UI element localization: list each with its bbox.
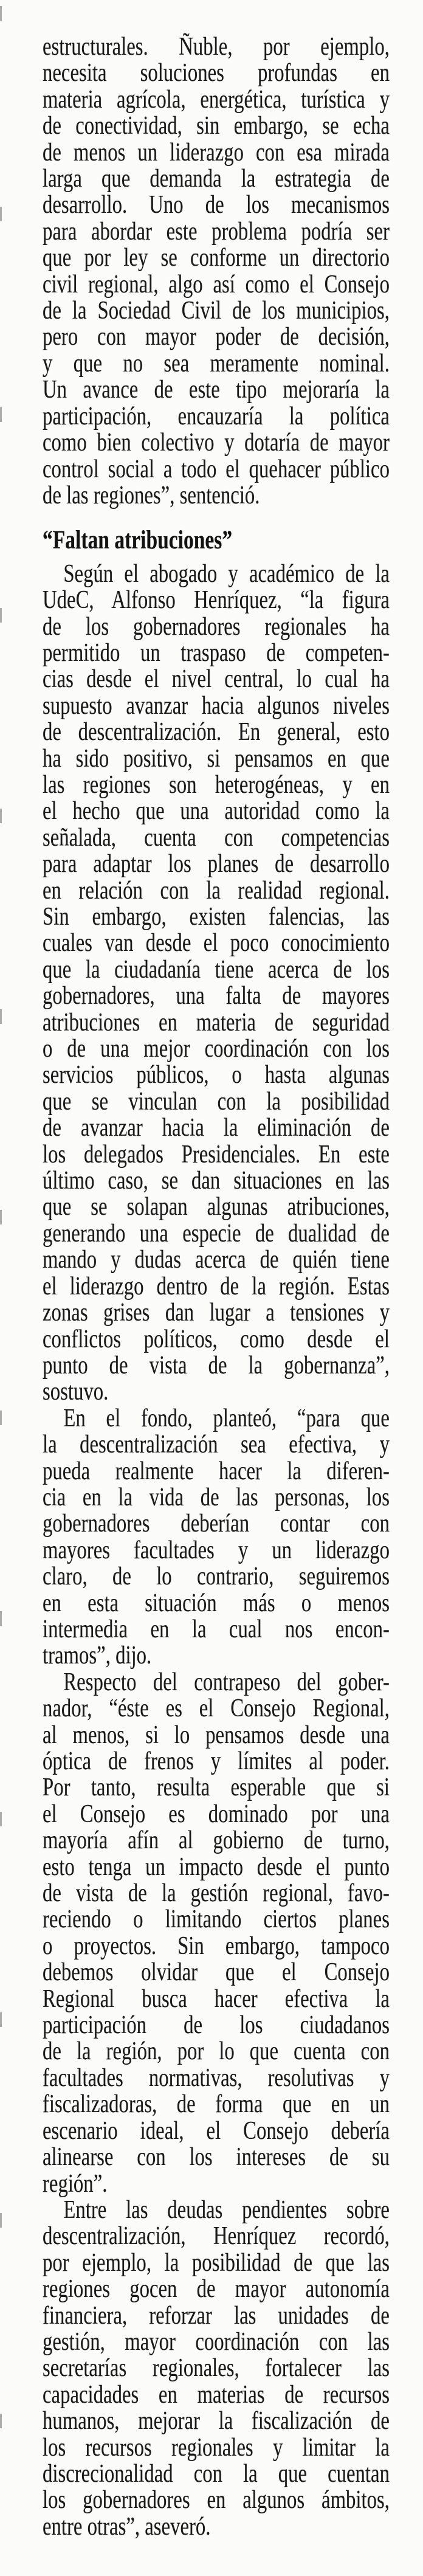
text-line: como bien colectivo y dotaría de mayor [43, 429, 390, 457]
text-line: o proyectos. Sin embargo, tampoco [43, 1932, 390, 1960]
article-column [43, 34, 390, 2540]
text-line: de avanzar hacia la eliminación de [43, 1114, 390, 1142]
text-line: atribuciones en materia de seguridad [43, 1008, 390, 1037]
text-line: Entre las deudas pendientes sobre [63, 2195, 390, 2224]
text-line: de menos un liderazgo con esa mirada [43, 138, 390, 167]
text-line: los gobernadores en algunos ámbitos, [43, 2486, 390, 2515]
text-line: gestión, mayor coordinación con las [43, 2327, 390, 2356]
text-line: Por tanto, resulta esperable que si [43, 1773, 390, 1802]
text-line: cia en la vida de las personas, los [43, 1483, 390, 1511]
text-line: desarrollo. Uno de los mecanismos [43, 191, 390, 219]
text-line: control social a todo el quehacer público [43, 455, 390, 483]
text-line: el Consejo es dominado por una [43, 1800, 390, 1828]
text-line: materia agrícola, energética, turística y [43, 85, 390, 114]
text-line: óptica de frenos y límites al poder. [43, 1747, 390, 1775]
text-line: alinearse con los intereses de su [43, 2143, 390, 2172]
text-line: al menos, si lo pensamos desde una [43, 1721, 390, 1749]
text-line: intermedia en la cual nos encon- [43, 1615, 390, 1643]
text-line: región”. [43, 2169, 108, 2198]
text-line: de la Sociedad Civil de los municipios, [43, 297, 390, 325]
text-line: de vista de la gestión regional, favo- [43, 1879, 390, 1908]
text-line: cuales van desde el poco conocimiento [43, 929, 390, 958]
text-line: señalada, cuenta con competencias [43, 823, 390, 852]
text-line: de conectividad, sin embargo, se echa [43, 112, 390, 140]
text-line: Sin embargo, existen falencias, las [43, 903, 390, 931]
text-line: el hecho que una autoridad como la [43, 797, 390, 826]
text-line: capacidades en materias de recursos [43, 2380, 390, 2409]
text-line: Regional busca hacer efectiva la [43, 1984, 390, 2013]
text-line: que se solapan algunas atribuciones, [43, 1193, 390, 1221]
text-line: Respecto del contrapeso del gober- [63, 1668, 390, 1696]
paragraph [43, 2197, 390, 2540]
text-line: las regiones son heterogéneas, y en [43, 770, 390, 799]
text-line: mando y dudas acerca de quién tiene [43, 1246, 390, 1274]
text-line: zonas grises dan lugar a tensiones y [43, 1299, 390, 1327]
text-line: de los gobernadores regionales ha [43, 612, 390, 641]
text-line: los recursos regionales y limitar la [43, 2433, 390, 2462]
text-line: que por ley se conforme un directorio [43, 244, 390, 272]
text-line: larga que demanda la estrategia de [43, 165, 390, 193]
text-line: de la región, por lo que cuenta con [43, 2037, 390, 2066]
text-line: supuesto avanzar hacia algunos niveles [43, 691, 390, 720]
text-line: o de una mejor coordinación con los [43, 1035, 390, 1063]
text-line: Un avance de este tipo mejoraría la [43, 376, 390, 404]
text-line: humanos, mejorar la fiscalización de [43, 2407, 390, 2436]
text-line: de las regiones”, sentenció. [43, 481, 260, 509]
text-line: el liderazgo dentro de la región. Estas [43, 1272, 390, 1300]
text-line: discrecionalidad con la que cuentan [43, 2459, 390, 2488]
text-line: nador, “éste es el Consejo Regional, [43, 1694, 390, 1723]
text-line: UdeC, Alfonso Henríquez, “la figura [43, 586, 390, 615]
text-line: la descentralización sea efectiva, y [43, 1431, 390, 1459]
text-line: conflictos políticos, como desde el [43, 1325, 390, 1353]
text-line: por ejemplo, la posibilidad de que las [43, 2248, 390, 2277]
section-subhead: “Faltan atribuciones” [43, 526, 233, 555]
text-line: los delegados Presidenciales. En este [43, 1140, 390, 1169]
text-line: pueda realmente hacer la diferen- [43, 1457, 390, 1485]
text-line: debemos olvidar que el Consejo [43, 1958, 390, 1987]
text-line: claro, de lo contrario, seguiremos [43, 1563, 390, 1591]
text-line: que la ciudadanía tiene acerca de los [43, 955, 390, 984]
text-line: tramos”, dijo. [43, 1642, 152, 1670]
text-line: entre otras”, aseveró. [43, 2512, 211, 2541]
text-line: gobernadores deberían contar con [43, 1510, 390, 1538]
text-line: regiones gocen de mayor autonomía [43, 2275, 390, 2304]
text-line: en esta situación más o menos [43, 1589, 390, 1617]
text-line: gobernadores, una falta de mayores [43, 982, 390, 1010]
text-line: estructurales. Ñuble, por ejemplo, [43, 33, 390, 61]
scan-edge-artifact [0, 6, 2, 2560]
text-line: mayoría afín al gobierno de turno, [43, 1826, 390, 1855]
paragraph [43, 1670, 390, 2197]
text-line: participación, encauzaría la política [43, 402, 390, 430]
text-line: mayores facultades y un liderazgo [43, 1536, 390, 1564]
text-line: reciendo o limitando ciertos planes [43, 1905, 390, 1934]
text-line: En el fondo, planteó, “para que [63, 1404, 390, 1432]
text-line: permitido un traspaso de competen- [43, 638, 390, 667]
text-line: último caso, se dan situaciones en las [43, 1167, 390, 1195]
text-line: cias desde el nivel central, lo cual ha [43, 665, 390, 694]
text-line: para adaptar los planes de desarrollo [43, 850, 390, 879]
text-line: y que no sea meramente nominal. [43, 349, 390, 378]
text-line: fiscalizadoras, de forma que en un [43, 2090, 390, 2119]
text-line: necesita soluciones profundas en [43, 59, 390, 88]
text-line: participación de los ciudadanos [43, 2011, 390, 2040]
text-line: sostuvo. [43, 1378, 109, 1406]
text-line: ha sido positivo, si pensamos en que [43, 744, 390, 773]
text-line: civil regional, algo así como el Consejo [43, 270, 390, 299]
text-line: financiera, reforzar las unidades de [43, 2301, 390, 2330]
text-line: facultades normativas, resolutivas y [43, 2063, 390, 2092]
paragraph [43, 561, 390, 1406]
text-line: servicios públicos, o hasta algunas [43, 1061, 390, 1089]
paragraph [43, 1406, 390, 1670]
text-line: punto de vista de la gobernanza”, [43, 1351, 390, 1380]
text-line: de descentralización. En general, esto [43, 718, 390, 747]
text-line: descentralización, Henríquez recordó, [43, 2222, 390, 2251]
text-line: para abordar este problema podría ser [43, 217, 390, 246]
text-line: en relación con la realidad regional. [43, 876, 390, 905]
paragraph [43, 34, 390, 509]
text-line: pero con mayor poder de decisión, [43, 323, 390, 351]
text-line: que se vinculan con la posibilidad [43, 1087, 390, 1116]
text-line: esto tenga un impacto desde el punto [43, 1853, 390, 1881]
text-line: generando una especie de dualidad de [43, 1219, 390, 1248]
text-line: Según el abogado y académico de la [63, 559, 390, 588]
text-line: secretarías regionales, fortalecer las [43, 2354, 390, 2383]
text-line: escenario ideal, el Consejo debería [43, 2116, 390, 2145]
